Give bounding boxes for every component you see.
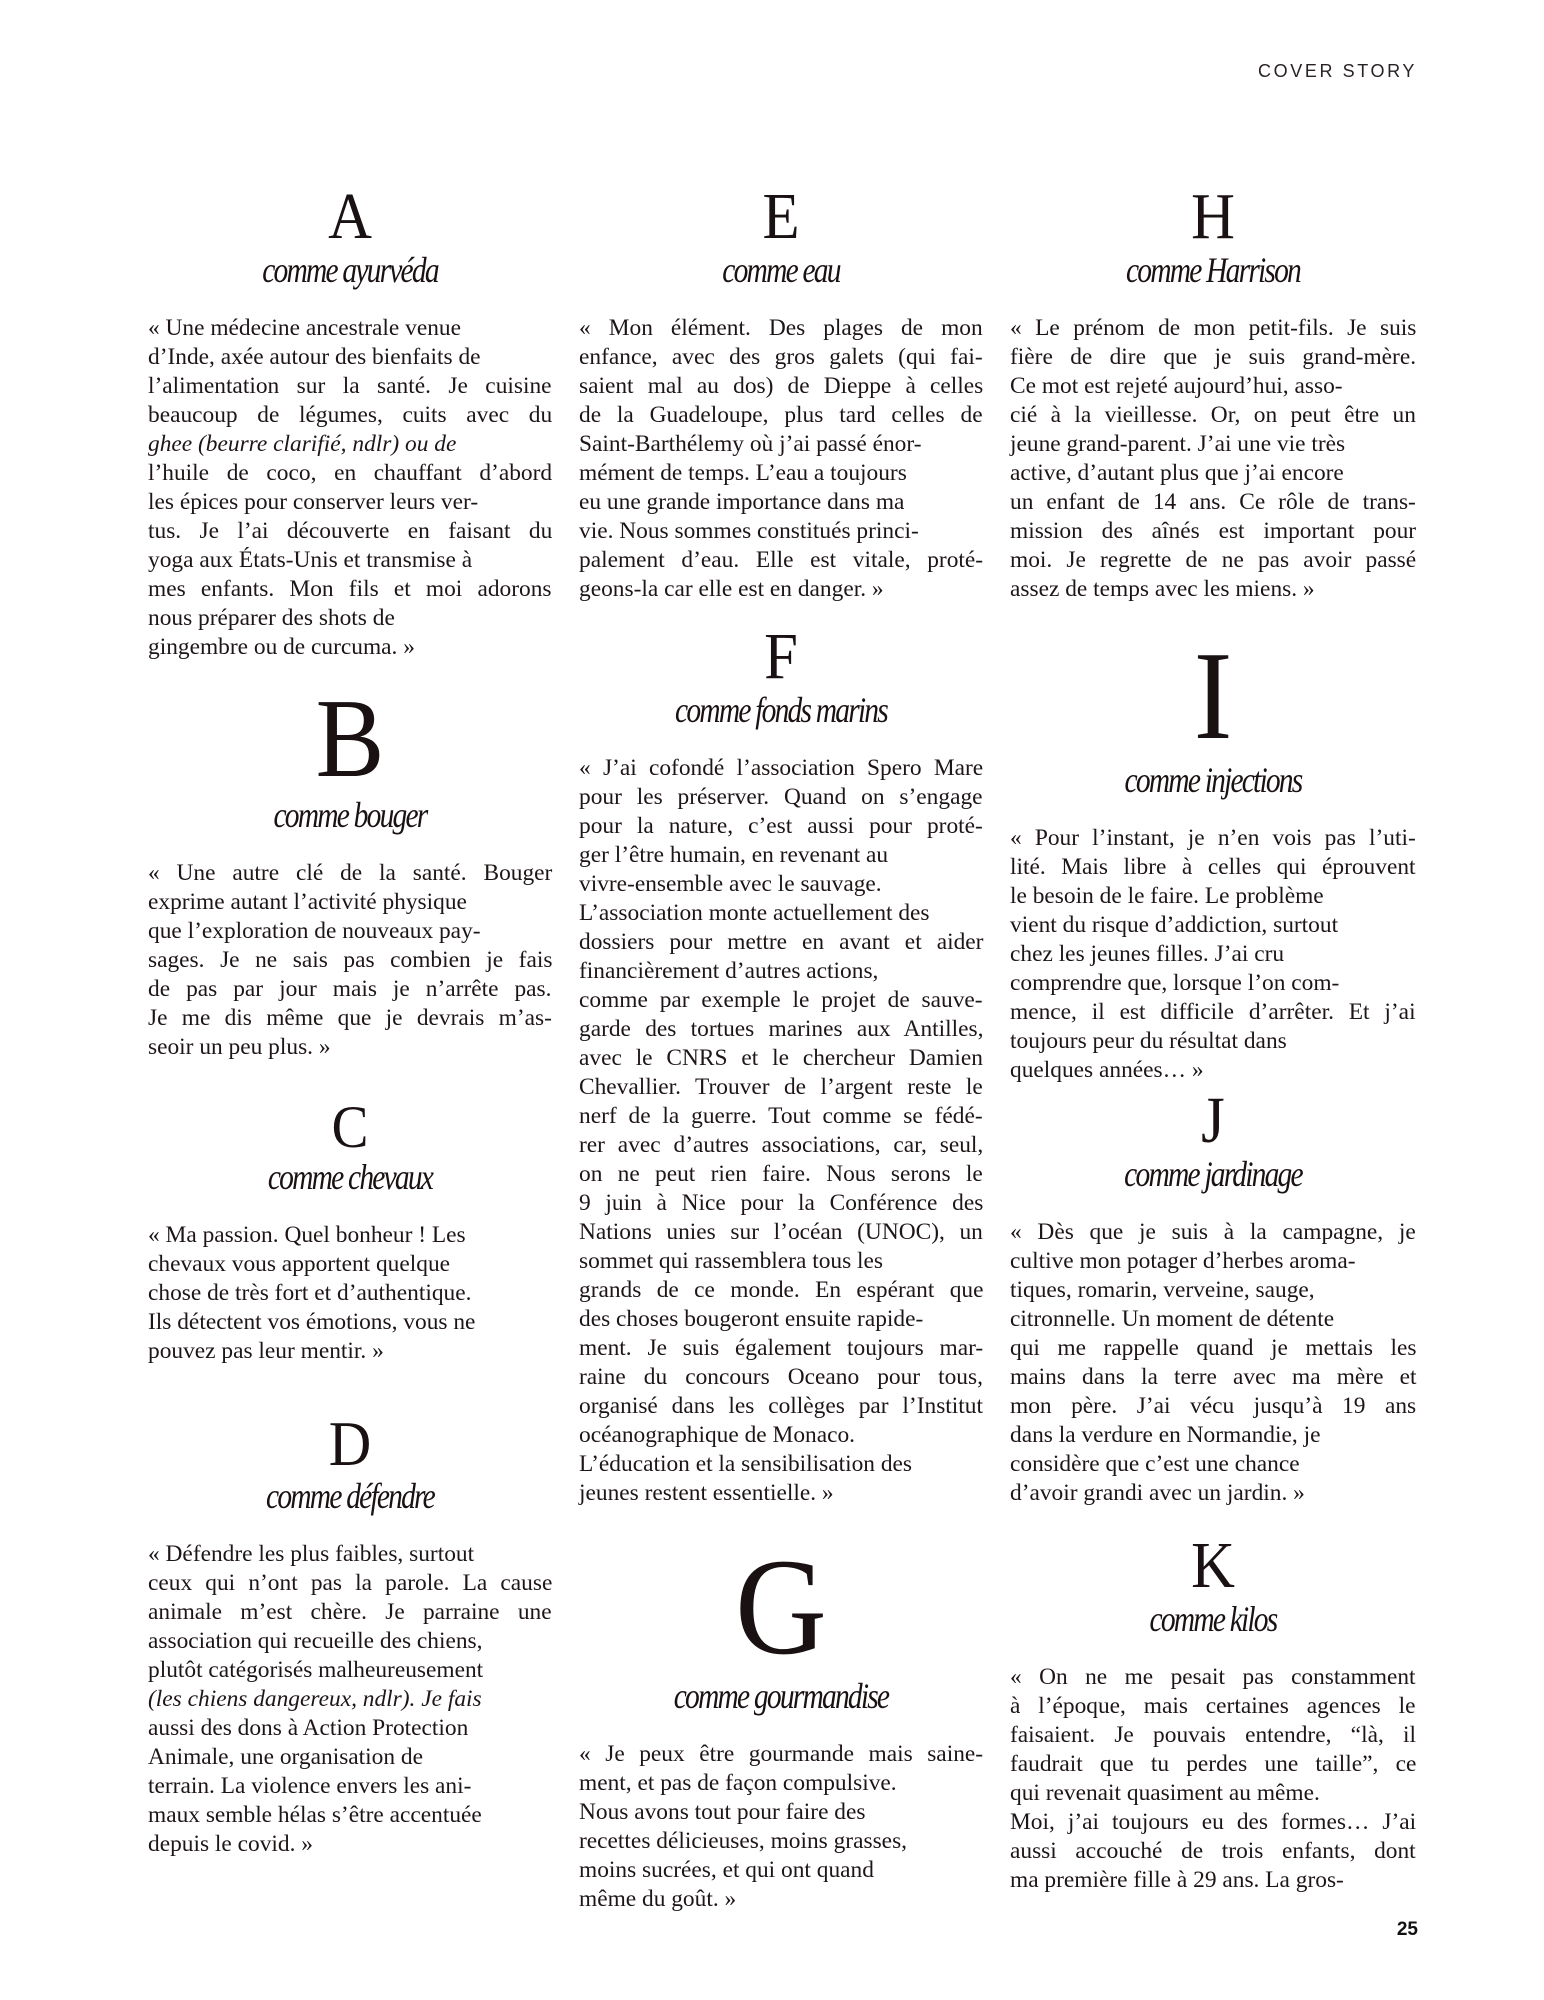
body-line: comprendre que, lorsque l’on com-	[1010, 970, 1340, 996]
body-line: yoga aux États-Unis et transmise à	[148, 547, 473, 573]
body-line: « On ne me pesait pas constamment	[1010, 1664, 1416, 1690]
body-line-wrap	[579, 1363, 983, 1392]
body-line-wrap	[148, 1685, 552, 1714]
entry-letter: A	[328, 180, 372, 253]
entry-k	[1010, 1529, 1417, 1895]
body-line: cultive mon potager d’herbes aroma-	[1010, 1248, 1356, 1274]
entry-body	[1010, 1663, 1416, 1895]
body-line: depuis le covid. »	[148, 1831, 314, 1857]
body-line: jeune grand-parent. J’ai une vie très	[1010, 431, 1346, 457]
body-line-wrap	[148, 1540, 552, 1569]
body-line-wrap	[1010, 1305, 1416, 1334]
body-line-wrap	[148, 859, 552, 888]
body-line-wrap	[579, 1131, 983, 1160]
body-line-wrap	[579, 1247, 983, 1276]
body-line-wrap	[148, 1250, 552, 1279]
body-line: pour la nature, c’est aussi pour proté-	[579, 813, 983, 839]
body-line-wrap	[1010, 1027, 1416, 1056]
body-line: seoir un peu plus. »	[148, 1034, 331, 1060]
body-line-wrap	[579, 1421, 983, 1450]
body-line: « Le prénom de mon petit-fils. Je suis	[1010, 315, 1417, 341]
entry-a	[148, 180, 553, 662]
entry-letter: E	[762, 180, 800, 253]
body-line-wrap	[1010, 488, 1416, 517]
body-line-wrap	[148, 1569, 552, 1598]
body-line: Nous avons tout pour faire des	[579, 1799, 866, 1825]
body-line: de la Guadeloupe, plus tard celles de	[579, 402, 983, 428]
body-line-wrap	[579, 841, 983, 870]
body-line: eu une grande importance dans ma	[579, 489, 905, 515]
body-line-wrap	[1010, 575, 1416, 604]
body-line: Saint-Barthélemy où j’ai passé énor-	[579, 431, 922, 457]
body-line: L’éducation et la sensibilisation des	[579, 1451, 913, 1477]
body-line-wrap	[148, 343, 552, 372]
body-line: mément de temps. L’eau a toujours	[579, 460, 907, 486]
body-line: mes enfants. Mon fils et moi adorons	[148, 576, 552, 602]
body-line-wrap	[148, 1772, 552, 1801]
body-line: enfance, avec des gros galets (qui fai-	[579, 344, 983, 370]
entry-subtitle: comme gourmandise	[673, 1676, 889, 1716]
body-line-wrap	[1010, 1218, 1416, 1247]
body-line-wrap	[579, 343, 983, 372]
body-line: aussi des dons à Action Protection	[148, 1715, 469, 1741]
body-line: raine du concours Oceano pour tous,	[579, 1364, 983, 1390]
body-line: Moi, j’ai toujours eu des formes… J’ai	[1010, 1809, 1417, 1835]
body-line-wrap	[579, 1885, 983, 1914]
body-line-wrap	[148, 975, 552, 1004]
body-line-wrap	[1010, 546, 1416, 575]
body-line-wrap	[579, 1769, 983, 1798]
body-line-wrap	[1010, 824, 1416, 853]
entry-letter: J	[1201, 1084, 1225, 1157]
body-line: Chevallier. Trouver de l’argent reste le	[579, 1074, 983, 1100]
body-line: saient mal au dos) de Dieppe à celles	[579, 373, 984, 399]
body-line: exprime autant l’activité physique	[148, 889, 467, 915]
body-line-wrap	[148, 604, 552, 633]
body-line: chez les jeunes filles. J’ai cru	[1010, 941, 1285, 967]
entry-letter: F	[764, 620, 798, 693]
body-line: comme par exemple le projet de sauve-	[579, 987, 983, 1013]
body-line: nous préparer des shots de	[148, 605, 395, 631]
body-line-wrap	[1010, 911, 1416, 940]
body-line-wrap	[579, 546, 983, 575]
body-line: océanographique de Monaco.	[579, 1422, 856, 1448]
body-line: L’association monte actuellement des	[579, 900, 930, 926]
body-line: moins sucrées, et qui ont quand	[579, 1857, 874, 1883]
body-line-wrap	[1010, 1692, 1416, 1721]
body-line-wrap	[148, 1004, 552, 1033]
body-line: rer avec d’autres associations, car, seul,	[579, 1132, 984, 1158]
body-line: pour les préserver. Quand on s’engage	[579, 784, 983, 810]
body-line: considère que c’est une chance	[1010, 1451, 1300, 1477]
entry-subtitle: comme fonds marins	[675, 690, 887, 730]
entry-body	[1010, 824, 1416, 1085]
body-line: « Mon élément. Des plages de mon	[579, 315, 983, 341]
body-line-wrap	[579, 957, 983, 986]
body-line: à l’époque, mais certaines agences le	[1010, 1693, 1416, 1719]
body-line: grands de ce monde. En espérant que	[579, 1277, 984, 1303]
body-line-wrap	[148, 917, 552, 946]
body-line-wrap	[1010, 1334, 1416, 1363]
body-line: garde des tortues marines aux Antilles,	[579, 1016, 984, 1042]
body-line-wrap	[148, 946, 552, 975]
entry-e	[579, 180, 984, 604]
body-line: terrain. La violence envers les ani-	[148, 1773, 472, 1799]
body-line: vie. Nous sommes constitués princi-	[579, 518, 919, 544]
body-line: plutôt catégorisés malheureusement	[148, 1657, 484, 1683]
body-line: mission des aînés est important pour	[1010, 518, 1417, 544]
body-line-wrap	[1010, 1363, 1416, 1392]
body-line: Animale, une organisation de	[148, 1744, 423, 1770]
body-line: Je me dis même que je devrais m’as-	[148, 1005, 552, 1031]
body-line-wrap	[148, 1033, 552, 1062]
entry-letter: H	[1191, 180, 1235, 253]
body-line: d’Inde, axée autour des bienfaits de	[148, 344, 481, 370]
body-line: recettes délicieuses, moins grasses,	[579, 1828, 908, 1854]
body-line: vivre-ensemble avec le sauvage.	[579, 871, 882, 897]
body-line-wrap	[1010, 459, 1416, 488]
entry-letter: C	[331, 1094, 369, 1160]
body-line-wrap	[1010, 1750, 1416, 1779]
body-line-wrap	[1010, 1808, 1416, 1837]
body-line: avec le CNRS et le chercheur Damien	[579, 1045, 983, 1071]
body-line: ceux qui n’ont pas la parole. La cause	[148, 1570, 553, 1596]
entry-d	[148, 1408, 553, 1859]
entry-letter: I	[1193, 627, 1233, 766]
body-line-wrap	[579, 372, 983, 401]
body-line-wrap	[579, 517, 983, 546]
entry-subtitle: comme injections	[1124, 760, 1302, 800]
body-line: dossiers pour mettre en avant et aider	[579, 929, 984, 955]
body-line-wrap	[148, 1337, 552, 1366]
body-line: nerf de la guerre. Tout comme se fédé-	[579, 1103, 983, 1129]
body-line-wrap	[579, 928, 983, 957]
entry-body	[1010, 1218, 1416, 1508]
body-line-wrap	[148, 1714, 552, 1743]
body-line: un enfant de 14 ans. Ce rôle de trans-	[1010, 489, 1416, 515]
body-line: qui me rappelle quand je mettais les	[1010, 1335, 1417, 1361]
entry-h	[1010, 180, 1417, 604]
entry-body	[148, 1221, 552, 1366]
entry-body	[148, 859, 552, 1062]
body-line-wrap	[1010, 1056, 1416, 1085]
body-line: aussi accouché de trois enfants, dont	[1010, 1838, 1416, 1864]
body-line-wrap	[579, 754, 983, 783]
body-line-wrap	[579, 1450, 983, 1479]
body-line: faisaient. Je pouvais entendre, “là, il	[1010, 1722, 1417, 1748]
body-line-wrap	[579, 1218, 983, 1247]
entry-body	[579, 1740, 983, 1914]
body-line: fière de dire que je suis grand-mère.	[1010, 344, 1417, 370]
entry-f	[579, 620, 984, 1508]
body-line-wrap	[1010, 998, 1416, 1027]
body-line: de pas par jour mais je n’arrête pas.	[148, 976, 552, 1002]
body-line: « Une autre clé de la santé. Bouger	[148, 860, 553, 886]
body-line: faudrait que tu perdes une taille”, ce	[1010, 1751, 1417, 1777]
entry-letter: G	[735, 1530, 827, 1683]
entry-subtitle: comme eau	[722, 250, 840, 290]
body-line: tiques, romarin, verveine, sauge,	[1010, 1277, 1315, 1303]
body-line-wrap	[579, 1392, 983, 1421]
body-line: chevaux vous apportent quelque	[148, 1251, 451, 1277]
body-line: animale m’est chère. Je parraine une	[148, 1599, 552, 1625]
body-line-wrap	[579, 401, 983, 430]
page-number: 25	[1396, 1919, 1418, 1940]
body-line-wrap	[1010, 1276, 1416, 1305]
body-line-wrap	[579, 1015, 983, 1044]
body-line-wrap	[579, 1856, 983, 1885]
body-line: pouvez pas leur mentir. »	[148, 1338, 384, 1364]
body-line-wrap	[148, 1279, 552, 1308]
body-line-wrap	[579, 459, 983, 488]
entry-b	[148, 677, 553, 1062]
body-line-wrap	[148, 1801, 552, 1830]
body-line-wrap	[1010, 343, 1416, 372]
body-line: tus. Je l’ai découverte en faisant du	[148, 518, 553, 544]
body-line-wrap	[1010, 1663, 1416, 1692]
body-line-wrap	[579, 899, 983, 928]
body-line-wrap	[579, 1798, 983, 1827]
body-line: 9 juin à Nice pour la Conférence des	[579, 1190, 984, 1216]
body-line: le besoin de le faire. Le problème	[1010, 883, 1324, 909]
body-line-wrap	[1010, 969, 1416, 998]
body-line-wrap	[1010, 372, 1416, 401]
entry-g	[579, 1530, 984, 1914]
body-line: (les chiens dangereux, ndlr). Je fais	[148, 1686, 482, 1712]
body-line: cié à la vieillesse. Or, on peut être un	[1010, 402, 1416, 428]
entry-body	[579, 314, 983, 604]
entry-body	[148, 1540, 552, 1859]
body-line: assez de temps avec les miens. »	[1010, 576, 1315, 602]
body-line: « Dès que je suis à la campagne, je	[1010, 1219, 1416, 1245]
body-line-wrap	[1010, 1247, 1416, 1276]
body-line-wrap	[1010, 940, 1416, 969]
body-line: lité. Mais libre à celles qui éprouvent	[1010, 854, 1416, 880]
body-line-wrap	[148, 575, 552, 604]
body-line-wrap	[1010, 1837, 1416, 1866]
body-line: « Pour l’instant, je n’en vois pas l’uti-	[1010, 825, 1416, 851]
entry-letter: D	[328, 1408, 372, 1479]
body-line: l’alimentation sur la santé. Je cuisine	[148, 373, 552, 399]
body-line: ger l’être humain, en revenant au	[579, 842, 889, 868]
body-line-wrap	[579, 430, 983, 459]
body-line-wrap	[1010, 1392, 1416, 1421]
body-line: on ne peut rien faire. Nous serons le	[579, 1161, 983, 1187]
body-line-wrap	[579, 575, 983, 604]
body-line: qui revenait quasiment au même.	[1010, 1780, 1320, 1806]
body-line-wrap	[1010, 1866, 1416, 1895]
body-line: association qui recueille des chiens,	[148, 1628, 483, 1654]
body-line-wrap	[579, 1102, 983, 1131]
body-line: organisé dans les collèges par l’Institut	[579, 1393, 983, 1419]
body-line-wrap	[579, 1740, 983, 1769]
body-line: toujours peur du résultat dans	[1010, 1028, 1287, 1054]
body-line: l’huile de coco, en chauffant d’abord	[148, 460, 553, 486]
body-line-wrap	[1010, 1421, 1416, 1450]
body-line: d’avoir grandi avec un jardin. »	[1010, 1480, 1305, 1506]
entry-body	[579, 754, 983, 1508]
body-line-wrap	[148, 459, 552, 488]
entry-subtitle: comme jardinage	[1124, 1154, 1302, 1194]
body-line: « Ma passion. Quel bonheur ! Les	[148, 1222, 466, 1248]
body-line: active, d’autant plus que j’ai encore	[1010, 460, 1344, 486]
body-line-wrap	[148, 517, 552, 546]
body-line: dans la verdure en Normandie, je	[1010, 1422, 1321, 1448]
body-line-wrap	[579, 812, 983, 841]
body-line: maux semble hélas s’être accentuée	[148, 1802, 482, 1828]
entry-body	[148, 314, 552, 662]
body-line: « J’ai cofondé l’association Spero Mare	[579, 755, 984, 781]
body-line-wrap	[1010, 882, 1416, 911]
body-line-wrap	[148, 372, 552, 401]
body-line: gingembre ou de curcuma. »	[148, 634, 415, 660]
body-line-wrap	[579, 1276, 983, 1305]
entry-subtitle: comme bouger	[273, 795, 427, 835]
body-line: sommet qui rassemblera tous les	[579, 1248, 884, 1274]
body-line-wrap	[579, 1479, 983, 1508]
body-line-wrap	[579, 1189, 983, 1218]
body-line: Ils détectent vos émotions, vous ne	[148, 1309, 476, 1335]
body-line-wrap	[148, 1221, 552, 1250]
body-line-wrap	[579, 1827, 983, 1856]
body-line-wrap	[1010, 1721, 1416, 1750]
body-line: Nations unies sur l’océan (UNOC), un	[579, 1219, 983, 1245]
entry-i	[1010, 627, 1416, 1085]
body-line-wrap	[148, 1627, 552, 1656]
body-line: financièrement d’autres actions,	[579, 958, 879, 984]
body-line: chose de très fort et d’authentique.	[148, 1280, 472, 1306]
body-line-wrap	[579, 314, 983, 343]
body-line-wrap	[1010, 401, 1416, 430]
entry-j	[1010, 1084, 1417, 1508]
body-line: mon père. J’ai vécu jusqu’à 19 ans	[1010, 1393, 1417, 1419]
body-line: palement d’eau. Elle est vitale, proté-	[579, 547, 984, 573]
body-line-wrap	[1010, 1779, 1416, 1808]
body-line: mence, il est difficile d’arrêter. Et j’ai	[1010, 999, 1416, 1025]
entry-c	[148, 1094, 552, 1366]
body-line-wrap	[148, 546, 552, 575]
body-line-wrap	[148, 401, 552, 430]
body-line: beaucoup de légumes, cuits avec du	[148, 402, 553, 428]
body-line: « Je peux être gourmande mais saine-	[579, 1741, 984, 1767]
body-line-wrap	[1010, 853, 1416, 882]
body-line: ma première fille à 29 ans. La gros-	[1010, 1867, 1344, 1893]
body-line: ghee (beurre clarifié, ndlr) ou de	[148, 431, 457, 457]
body-line: « Défendre les plus faibles, surtout	[148, 1541, 475, 1567]
body-line-wrap	[148, 1830, 552, 1859]
body-line-wrap	[148, 430, 552, 459]
entry-subtitle: comme chevaux	[267, 1157, 433, 1197]
body-line-wrap	[579, 488, 983, 517]
body-line: des choses bougeront ensuite rapide-	[579, 1306, 924, 1332]
body-line-wrap	[579, 783, 983, 812]
entry-subtitle: comme Harrison	[1126, 250, 1300, 290]
body-line: que l’exploration de nouveaux pay-	[148, 918, 481, 944]
entry-subtitle: comme ayurvéda	[262, 250, 438, 290]
body-line-wrap	[1010, 314, 1416, 343]
body-line-wrap	[1010, 1479, 1416, 1508]
body-line-wrap	[579, 1044, 983, 1073]
body-line: « Une médecine ancestrale venue	[148, 315, 462, 341]
body-line-wrap	[148, 1598, 552, 1627]
body-line: même du goût. »	[579, 1886, 737, 1912]
body-line-wrap	[148, 1743, 552, 1772]
body-line: Ce mot est rejeté aujourd’hui, asso-	[1010, 373, 1343, 399]
entry-letter: B	[315, 677, 385, 801]
body-line: ment. Je suis également toujours mar-	[579, 1335, 984, 1361]
body-line-wrap	[148, 888, 552, 917]
body-line: jeunes restent essentielle. »	[579, 1480, 834, 1506]
body-line-wrap	[579, 1305, 983, 1334]
body-line: citronnelle. Un moment de détente	[1010, 1306, 1335, 1332]
body-line-wrap	[148, 488, 552, 517]
entry-body	[1010, 314, 1416, 604]
body-line-wrap	[579, 1160, 983, 1189]
entry-subtitle: comme kilos	[1149, 1599, 1277, 1639]
body-line-wrap	[579, 986, 983, 1015]
body-line: moi. Je regrette de ne pas avoir passé	[1010, 547, 1417, 573]
body-line: geons-la car elle est en danger. »	[579, 576, 884, 602]
body-line-wrap	[1010, 1450, 1416, 1479]
body-line-wrap	[579, 1073, 983, 1102]
entry-subtitle: comme défendre	[266, 1476, 434, 1516]
body-line-wrap	[579, 870, 983, 899]
body-line: mains dans la terre avec ma mère et	[1010, 1364, 1417, 1390]
body-line-wrap	[1010, 517, 1416, 546]
body-line-wrap	[148, 1656, 552, 1685]
body-line: quelques années… »	[1010, 1057, 1204, 1083]
body-line: sages. Je ne sais pas combien je fais	[148, 947, 553, 973]
entry-letter: K	[1191, 1529, 1235, 1602]
body-line: ment, et pas de façon compulsive.	[579, 1770, 897, 1796]
body-line: vient du risque d’addiction, surtout	[1010, 912, 1339, 938]
body-line-wrap	[148, 633, 552, 662]
body-line-wrap	[148, 1308, 552, 1337]
body-line-wrap	[1010, 430, 1416, 459]
section-kicker: COVER STORY	[1258, 61, 1417, 81]
body-line: les épices pour conserver leurs ver-	[148, 489, 479, 515]
body-line-wrap	[579, 1334, 983, 1363]
body-line-wrap	[148, 314, 552, 343]
